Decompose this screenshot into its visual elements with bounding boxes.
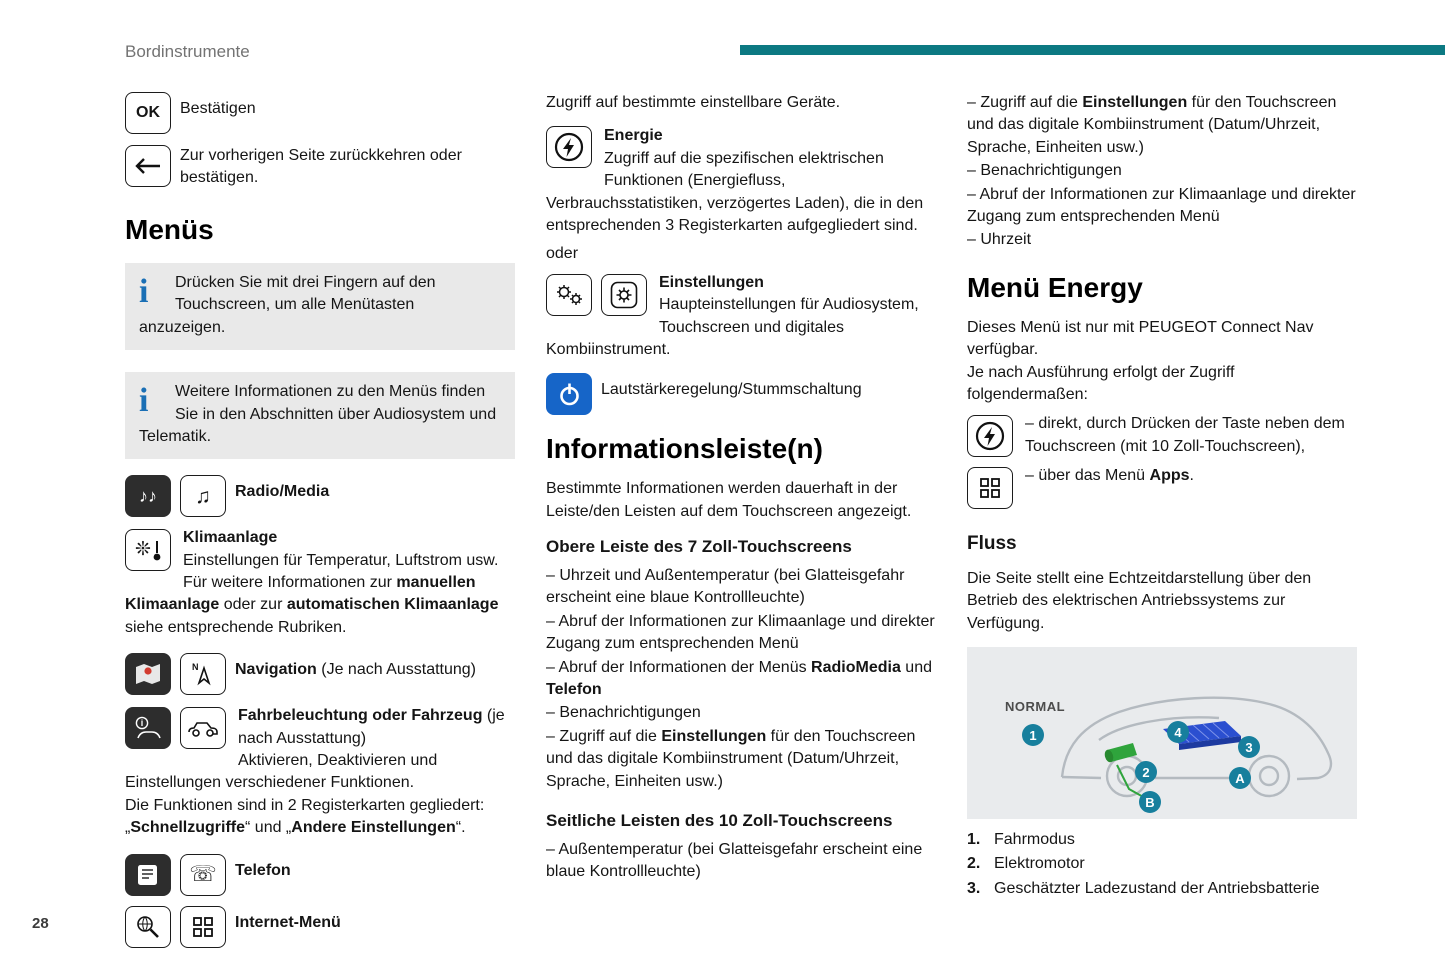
info-box-more [125,372,515,459]
settings-block [546,272,936,362]
svg-text:N: N [192,662,199,673]
energy-text: Zugriff auf die spezifischen elektrischen Funktionen (Energiefluss, Verbrauchsstatistiken, verzögertes Laden), die in den entsprechenden 3 Registerkarten aufgegliedert sind. [546,149,924,234]
access-apps-row [967,465,1357,509]
normal-mode-label: NORMAL [1005,699,1066,715]
phone-label: Telefon [235,861,291,879]
vehicle-text-2: Die Funktionen sind in 2 Registerkarten gegliedert: [125,796,485,814]
navigation-row [125,653,515,695]
radio-media-icon: ♪♪ [125,475,171,517]
bullet-item: – Außentemperatur (bei Glatteisgefahr erscheint eine blaue Kontrollleuchte) [546,840,923,881]
bullet-item: – Benachrichtigungen [546,704,701,722]
bullets-top [967,92,1357,252]
energy-access-text: Je nach Ausführung erfolgt der Zugriff folgendermaßen: [967,363,1235,404]
legend-text: Fahrmodus [994,831,1075,849]
navigation-arrow-icon [180,653,226,695]
vehicle-text-1: Aktivieren, Deaktivieren und Einstellungen verschiedener Funktionen. [125,752,438,792]
infobar-text: Bestimmte Informationen werden dauerhaft in der Leiste/den Leisten auf dem Touchscreen angezeigt. [546,480,912,520]
settings-title: Einstellungen [659,273,764,291]
menus-heading: Menüs [125,213,214,245]
apps-grid-icon [967,467,1013,509]
bullets-7inch [546,565,936,793]
bullets-10inch [546,839,936,884]
bullet-item: – Zugriff auf die Einstellungen für den Touchscreen und das digitale Kombiinstrument (Datum/Uhrzeit, Sprache, Einheiten usw.) [967,94,1337,156]
menu-energy-heading: Menü Energy [967,271,1143,303]
volume-label: Lautstärkeregelung/Stummschaltung [601,381,862,399]
vehicle-info-icon [125,707,171,749]
climate-title: Klimaanlage [183,529,278,547]
energy-icon [546,126,592,168]
bullet-item: – Abruf der Informationen zur Klimaanlage und direkter Zugang zum entsprechenden Menü [546,612,935,653]
legend-text: Elektromotor [994,855,1085,873]
info-icon: i [139,272,149,310]
marker-3: 3 [1245,740,1253,756]
oder-text: oder [546,245,579,263]
marker-1: 1 [1029,728,1037,744]
fluss-text: Die Seite stellt eine Echtzeitdarstellung über den Betrieb des elektrischen Antriebssystems zur Verfügung. [967,569,1312,632]
bullet-item: – Abruf der Informationen der Menüs RadioMedia und Telefon [546,658,932,699]
column-middle [546,92,936,952]
bullet-item: – Uhrzeit und Außentemperatur (bei Glatteisgefahr erscheint eine blaue Kontrollleuchte) [546,567,905,607]
energy-availability-text: Dieses Menü ist nur mit PEUGEOT Connect Nav verfügbar. [967,318,1314,359]
column-left [125,92,515,952]
svg-text:i: i [140,718,144,729]
vehicle-text-3: „Schnellzugriffe“ und „Andere Einstellungen“. [125,819,466,837]
vehicle-label: Fahrbeleuchtung oder Fahrzeug (je nach Ausstattung) [238,707,505,747]
climate-subtitle: Einstellungen für Temperatur, Luftstrom usw. [183,551,499,569]
internet-search-icon [125,906,171,948]
bullet-item: – Benachrichtigungen [967,162,1122,180]
legend-number: 1. [967,831,981,849]
settings-icons [546,274,647,316]
content-columns [125,92,1357,952]
legend-number: 3. [967,879,981,897]
settings-icon [601,274,647,316]
radio-media-label: Radio/Media [235,483,330,501]
marker-B: B [1145,795,1155,811]
column-right [967,92,1357,952]
legend-number: 2. [967,855,981,873]
subhead-10inch: Seitliche Leisten des 10 Zoll-Touchscreens [546,810,893,830]
accent-bar [740,45,1445,55]
phone-handset-icon: ☏ [180,854,226,896]
radio-media-row [125,475,515,517]
ok-description: Bestätigen [180,100,256,117]
apps-grid-icon [180,906,226,948]
vehicle-icon [180,707,226,749]
phone-row [125,854,515,896]
bullet-item: – Zugriff auf die Einstellungen für den Touchscreen und das digitale Kombiinstrument (Datum/Uhrzeit, Sprache, Einheiten usw.) [546,727,916,790]
legend-item [967,853,1357,875]
info-box-text: Weitere Informationen zu den Menüs finden Sie in den Abschnitten über Audiosystem und Telematik. [139,383,497,445]
legend-text: Geschätzter Ladezustand der Antriebsbatterie [994,879,1320,897]
marker-A: A [1235,771,1245,787]
energy-block [546,124,936,237]
internet-row [125,906,515,948]
media-icon: ♫ [180,475,226,517]
ok-row [125,92,515,134]
legend-item [967,829,1357,851]
climate-note: Für weitere Informationen zur manuellen Klimaanlage oder zur automatischen Klimaanlage siehe entsprechende Rubriken. [125,574,499,636]
energy-title: Energie [604,127,663,145]
fluss-heading: Fluss [967,533,1017,555]
climate-block [125,527,515,639]
settings-text: Haupteinstellungen für Audiosystem, Touchscreen und digitales Kombiinstrument. [546,296,919,358]
ok-button-icon: OK [125,92,171,134]
energy-flow-figure [967,647,1357,819]
marker-4: 4 [1174,725,1182,741]
contacts-icon [125,854,171,896]
back-row [125,145,515,190]
map-icon [125,653,171,695]
marker-2: 2 [1142,765,1150,781]
vehicle-icons [125,707,226,749]
energy-button-icon [967,415,1013,457]
volume-row [546,373,936,415]
bullet-item: – Abruf der Informationen zur Klimaanlage und direkter Zugang zum entsprechenden Menü [967,185,1356,225]
volume-mute-icon [546,373,592,415]
info-box-text: Drücken Sie mit drei Fingern auf den Touchscreen, um alle Menütasten anzuzeigen. [139,273,436,336]
info-icon: i [139,382,149,420]
infobar-heading: Informationsleiste(n) [546,433,823,465]
climate-icon: ❊ [125,529,171,571]
subhead-7inch: Obere Leiste des 7 Zoll-Touchscreens [546,537,852,557]
legend-item [967,878,1357,900]
internet-label: Internet-Menü [235,913,341,931]
back-arrow-glyph [135,157,161,175]
access-apps-text: – über das Menü Apps. [1025,467,1194,485]
thermometer-icon [153,538,161,562]
page-number: 28 [32,915,49,932]
info-box-gestures [125,263,515,350]
navigation-label: Navigation (Je nach Ausstattung) [235,661,476,679]
back-arrow-icon [125,145,171,187]
settings-gears-icon [546,274,592,316]
page-header-title: Bordinstrumente [125,42,250,61]
access-direct-text: – direkt, durch Drücken der Taste neben dem Touchscreen (mit 10 Zoll-Touchscreen), [1025,415,1345,455]
devices-intro: Zugriff auf bestimmte einstellbare Geräte. [546,94,841,111]
back-description: Zur vorherigen Seite zurückkehren oder bestätigen. [180,147,462,187]
access-direct-row [967,413,1357,458]
bullet-item: – Uhrzeit [967,231,1032,249]
vehicle-block [125,705,515,839]
figure-legend [967,829,1357,900]
